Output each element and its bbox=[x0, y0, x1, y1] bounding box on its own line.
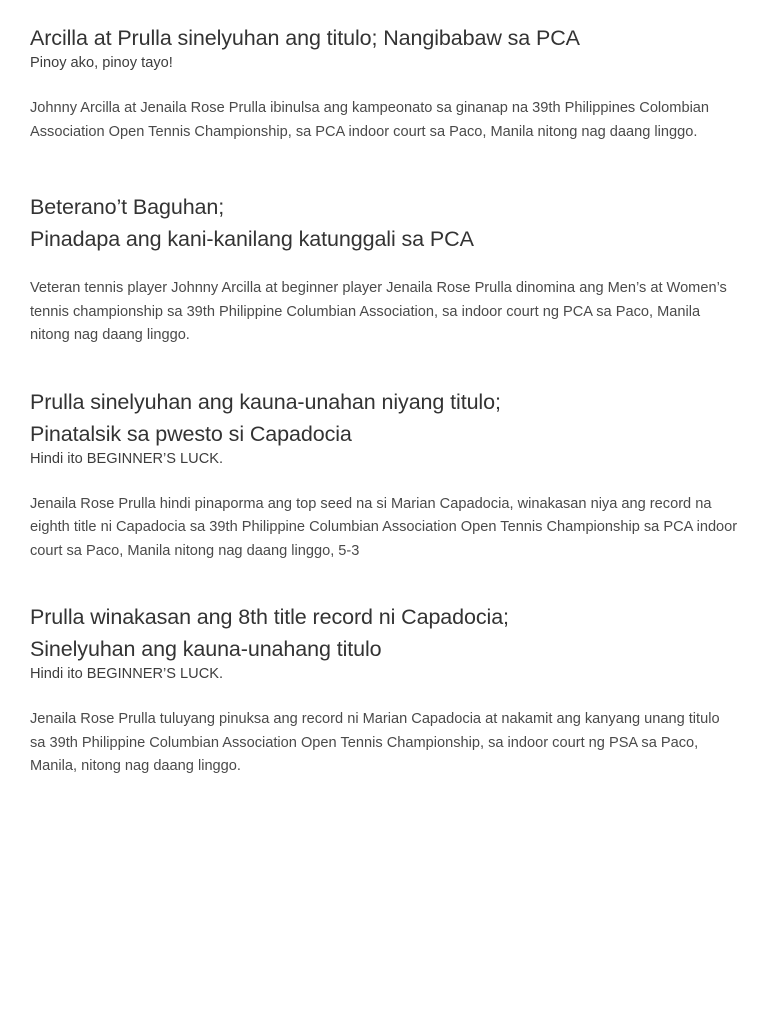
article-1-tagline: Pinoy ako, pinoy tayo! bbox=[30, 55, 173, 71]
article-3-tagline: Hindi ito BEGINNER’S LUCK. bbox=[30, 450, 224, 467]
article-1-body: Johnny Arcilla at Jenaila Rose Prulla ibinulsa ang kampeonato sa ginanap na 39th Philippines Colombian Association Open Tennis Championship, sa PCA indoor court sa Paco, Manila nitong nag daang linggo. bbox=[30, 100, 710, 140]
article-2-body: Veteran tennis player Johnny Arcilla at beginner player Jenaila Rose Prulla dinomina ang Men’s at Women’s tennis championship sa 39th Philippine Columbian Association, sa indoor court ng PCA sa Paco, Manila nitong nag daang linggo. bbox=[30, 280, 727, 343]
article-4-headline-line-2: Sinelyuhan ang kauna-unahang titulo bbox=[30, 637, 382, 661]
article-4-tagline: Hindi ito BEGINNER’S LUCK. bbox=[30, 666, 224, 682]
article-4-body: Jenaila Rose Prulla tuluyang pinuksa ang record ni Marian Capadocia at nakamit ang kanyang unang titulo sa 39th Philippine Columbian Association Open Tennis Championship, sa indoor court ng PSA sa Paco, Manila, nitong nag daang linggo. bbox=[30, 711, 720, 774]
article-3 bbox=[30, 386, 738, 564]
article-2-headline bbox=[30, 191, 738, 255]
article-1 bbox=[30, 22, 738, 144]
article-4-headline-line-1: Prulla winakasan ang 8th title record ni Capadocia; bbox=[30, 605, 509, 629]
article-3-headline-line-1: Prulla sinelyuhan ang kauna-unahan niyang titulo; bbox=[30, 389, 501, 414]
article-4-headline bbox=[30, 601, 738, 665]
article-2 bbox=[30, 191, 738, 348]
article-4 bbox=[30, 601, 738, 779]
article-3-headline bbox=[30, 386, 738, 450]
article-2-headline-line-2: Pinadapa ang kani-kanilang katunggali sa PCA bbox=[30, 227, 474, 251]
article-1-headline bbox=[30, 22, 738, 54]
article-2-headline-line-1: Beterano’t Baguhan; bbox=[30, 195, 225, 219]
article-3-headline-line-2: Pinatalsik sa pwesto si Capadocia bbox=[30, 421, 352, 446]
article-3-body: Jenaila Rose Prulla hindi pinaporma ang top seed na si Marian Capadocia, winakasan niya ang record na eighth title ni Capadocia sa 39th Philippine Columbian Association Open Tennis Championship sa PCA indoor court sa Paco, Manila nitong nag daang linggo, 5-3 bbox=[30, 495, 738, 559]
article-1-headline-line-1: Arcilla at Prulla sinelyuhan ang titulo; Nangibabaw sa PCA bbox=[30, 26, 580, 50]
